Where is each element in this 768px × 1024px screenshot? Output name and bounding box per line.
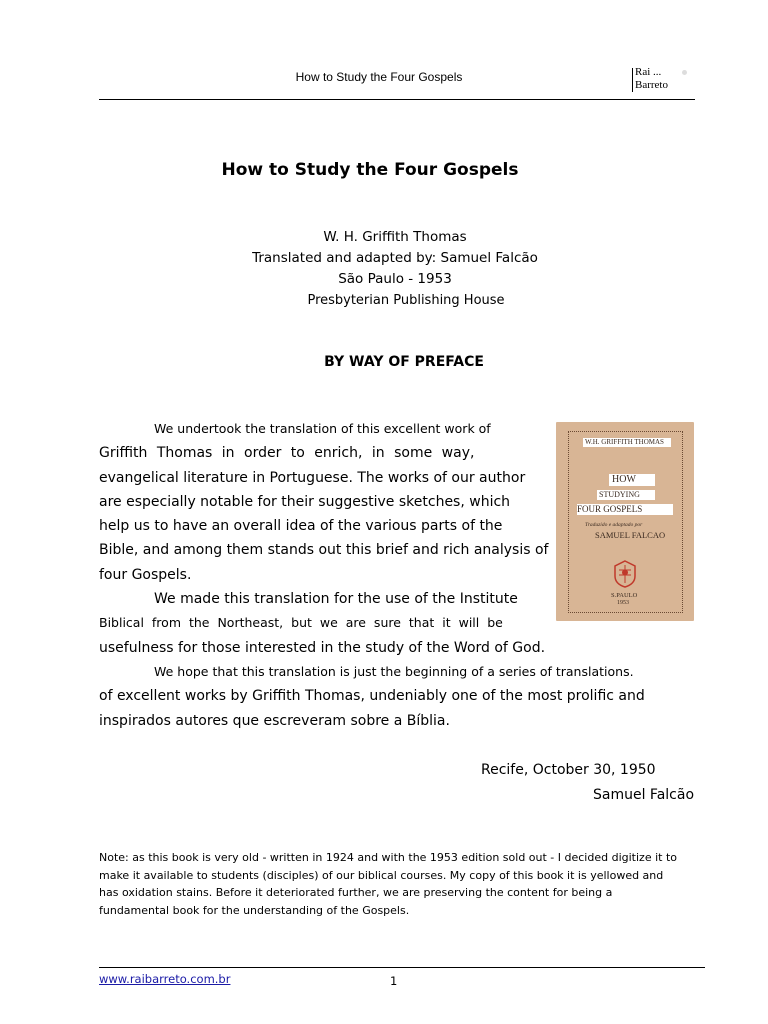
text-line: evangelical literature in Portuguese. The works of our author <box>99 469 526 486</box>
place-year-line: São Paulo - 1953 <box>338 271 452 287</box>
website-link[interactable]: www.raibarreto.com.br <box>99 972 231 986</box>
book-cover-image <box>556 422 694 621</box>
footer-divider <box>99 967 705 968</box>
cover-small-line: Traduzido e adaptado por <box>585 522 643 528</box>
text-line: Biblical from the Northeast, but we are sure that it will be <box>99 615 503 631</box>
cover-author: W.H. GRIFFITH THOMAS <box>585 438 664 446</box>
translator-line: Translated and adapted by: Samuel Falcão <box>252 250 538 266</box>
signature-name: Samuel Falcão <box>593 787 695 803</box>
cover-studying: STUDYING <box>599 490 640 499</box>
header-divider <box>99 99 695 100</box>
text-line: four Gospels. <box>99 566 192 583</box>
author-line: W. H. Griffith Thomas <box>323 229 467 245</box>
text-line: We made this translation for the use of the Institute <box>154 591 518 608</box>
text-line: help us to have an overall idea of the various parts of the <box>99 518 503 535</box>
header-title: How to Study the Four Gospels <box>295 70 463 84</box>
logo-line-1: Rai ... <box>635 66 662 78</box>
publisher-line: Presbyterian Publishing House <box>307 293 505 308</box>
text-line: Bible, and among them stands out this brief and rich analysis of <box>99 542 549 559</box>
logo-line-2: Barreto <box>635 79 668 91</box>
cover-year: 1953 <box>617 600 629 606</box>
cover-city: S.PAULO <box>611 592 638 599</box>
text-line: inspirados autores que escreveram sobre a Bíblia. <box>99 712 450 729</box>
preface-heading: BY WAY OF PREFACE <box>324 354 484 370</box>
text-line: of excellent works by Griffith Thomas, undeniably one of the most prolific and <box>99 688 645 705</box>
cover-four-gospels: FOUR GOSPELS <box>577 504 643 514</box>
footnote: Note: as this book is very old - written in 1924 and with the 1953 edition sold out - I decided digitize it to make it available to students (disciples) of our biblical courses. My copy of this book it is yellowed and has oxidation stains. Before it deteriorated further, we are preserving the content for being a fundamental book for the understanding of the Gospels. <box>99 851 677 917</box>
logo <box>632 66 692 94</box>
signature-place-date: Recife, October 30, 1950 <box>481 762 656 778</box>
cover-how: HOW <box>612 474 636 485</box>
text-line: usefulness for those interested in the study of the Word of God. <box>99 639 546 656</box>
page-number: 1 <box>390 974 398 988</box>
text-line: We undertook the translation of this excellent work of <box>154 421 491 436</box>
page-title: How to Study the Four Gospels <box>221 160 519 180</box>
text-line: Griffith Thomas in order to enrich, in some way, <box>99 445 475 462</box>
text-line: are especially notable for their suggestive sketches, which <box>99 493 511 510</box>
text-line: We hope that this translation is just the beginning of a series of translations. <box>154 663 634 679</box>
cover-emblem-icon <box>613 560 637 588</box>
cover-translator: SAMUEL FALCAO <box>595 530 666 540</box>
